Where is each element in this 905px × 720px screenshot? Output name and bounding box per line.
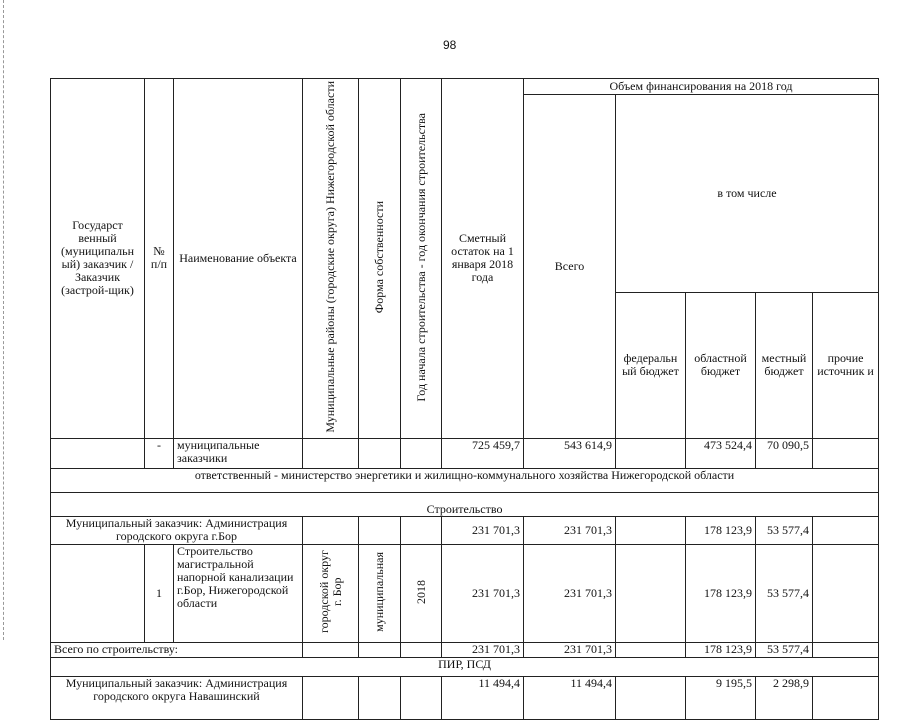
municipal-other xyxy=(813,438,879,468)
header-regional: областной бюджет xyxy=(686,292,756,438)
left-margin-rule xyxy=(3,0,4,640)
customer-bor-total: 231 701,3 xyxy=(524,516,616,544)
header-other: прочие источник и xyxy=(813,292,879,438)
header-including: в том числе xyxy=(616,95,879,293)
object-1-district: городской округ г. Бор xyxy=(303,544,359,642)
header-customer: Государст венный (муниципальн ый) заказчик / Заказчик (застрой-щик) xyxy=(51,79,145,439)
object-1-remaining: 231 701,3 xyxy=(442,544,524,642)
customer-bor-label: Муниципальный заказчик: Администрация городского округа г.Бор xyxy=(51,516,303,544)
total-construction-local: 53 577,4 xyxy=(756,642,813,657)
section-pir: ПИР, ПСД xyxy=(51,657,879,676)
row-total-construction xyxy=(51,642,879,657)
customer-bor-local: 53 577,4 xyxy=(756,516,813,544)
header-years: Год начала строительства - год окончания строительства xyxy=(401,79,442,439)
customer-navashino-label: Муниципальный заказчик: Администрация городского округа Навашинский xyxy=(51,676,303,719)
object-1-ownership: муниципальная xyxy=(359,544,401,642)
header-num: № п/п xyxy=(145,79,174,439)
page-number: 98 xyxy=(443,38,457,52)
row-customer-bor xyxy=(51,516,879,544)
row-customer-navashino xyxy=(51,676,879,719)
total-construction-regional: 178 123,9 xyxy=(686,642,756,657)
object-1-local: 53 577,4 xyxy=(756,544,813,642)
header-financing: Объем финансирования на 2018 год xyxy=(524,79,879,95)
municipal-local: 70 090,5 xyxy=(756,438,813,468)
municipal-total: 543 614,9 xyxy=(524,438,616,468)
municipal-num: - xyxy=(145,438,174,468)
municipal-federal xyxy=(616,438,686,468)
row-municipal-customers xyxy=(51,438,879,468)
row-responsible xyxy=(51,468,879,492)
header-row-1 xyxy=(51,79,879,95)
customer-navashino-local: 2 298,9 xyxy=(756,676,813,719)
customer-bor-remaining: 231 701,3 xyxy=(442,516,524,544)
municipal-name: муниципальные заказчики xyxy=(174,438,303,468)
header-total: Всего xyxy=(524,95,616,439)
header-ownership: Форма собственности xyxy=(359,79,401,439)
header-districts: Муниципальные районы (городские округа) Нижегородской области xyxy=(303,79,359,439)
row-section-pir xyxy=(51,657,879,676)
total-construction-label: Всего по строительству: xyxy=(51,642,303,657)
responsible-text: ответственный - министерство энергетики и жилищно-коммунального хозяйства Нижегородской области xyxy=(51,468,879,492)
header-object-name: Наименование объекта xyxy=(174,79,303,439)
header-remaining: Сметный остаток на 1 января 2018 года xyxy=(442,79,524,439)
header-local: местный бюджет xyxy=(756,292,813,438)
customer-navashino-total: 11 494,4 xyxy=(524,676,616,719)
total-construction-remaining: 231 701,3 xyxy=(442,642,524,657)
total-construction-total: 231 701,3 xyxy=(524,642,616,657)
customer-navashino-regional: 9 195,5 xyxy=(686,676,756,719)
object-1-total: 231 701,3 xyxy=(524,544,616,642)
section-construction: Строительство xyxy=(51,492,879,516)
customer-navashino-remaining: 11 494,4 xyxy=(442,676,524,719)
header-federal: федеральн ый бюджет xyxy=(616,292,686,438)
row-section-construction xyxy=(51,492,879,516)
financing-table xyxy=(50,78,879,720)
object-1-regional: 178 123,9 xyxy=(686,544,756,642)
row-object-1 xyxy=(51,544,879,642)
municipal-remaining: 725 459,7 xyxy=(442,438,524,468)
customer-bor-regional: 178 123,9 xyxy=(686,516,756,544)
object-1-name: Строительство магистральной напорной канализации г.Бор, Нижегородской области xyxy=(174,544,303,642)
object-1-year: 2018 xyxy=(401,544,442,642)
municipal-regional: 473 524,4 xyxy=(686,438,756,468)
object-1-num: 1 xyxy=(145,544,174,642)
